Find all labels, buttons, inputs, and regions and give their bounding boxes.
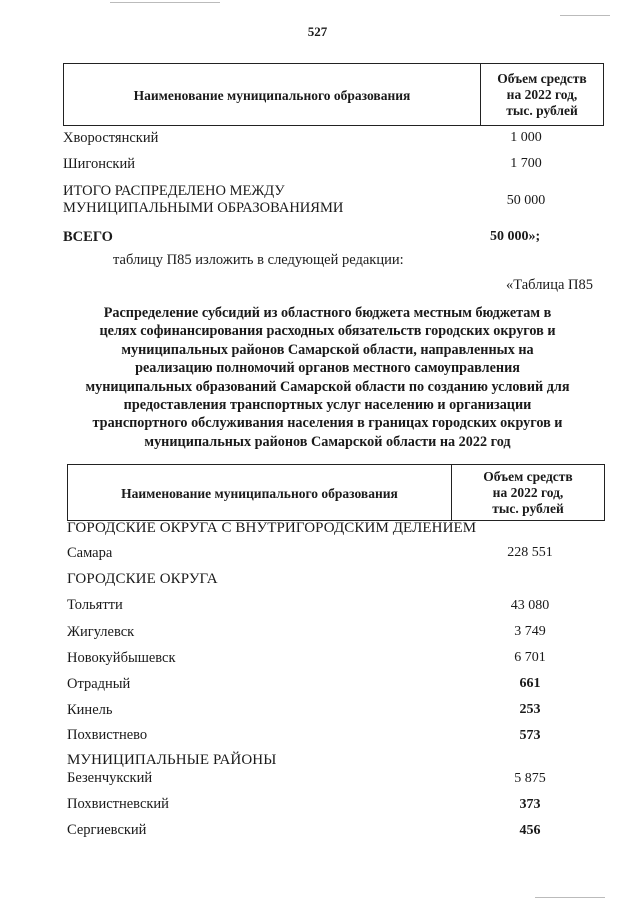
section-title: ГОРОДСКИЕ ОКРУГА С ВНУТРИГОРОДСКИМ ДЕЛЕНИЕМ [67, 520, 477, 536]
table2-row-name: Самара [67, 545, 113, 561]
total-distributed-line: МУНИЦИПАЛЬНЫМИ ОБРАЗОВАНИЯМИ [63, 200, 344, 216]
title-line: муниципальных районов Самарской области на 2022 год [144, 433, 511, 450]
table1-row-name: Хворостянский [63, 130, 159, 146]
table2-row-value: 573 [519, 728, 541, 743]
table2-row-name: Сергиевский [67, 822, 147, 838]
table1-header-volume-line: Объем средств [497, 70, 587, 86]
title-line: предоставления транспортных услуг населению и организации [123, 397, 532, 414]
table1-row-value: 1 700 [510, 156, 542, 171]
table2-row-value: 253 [519, 702, 541, 717]
table2-row-value: 5 875 [514, 771, 546, 786]
table1-row-value: 1 000 [510, 130, 542, 145]
table2-header-volume-line: на 2022 год, [492, 484, 564, 500]
table-caption: «Таблица П85 [506, 277, 593, 293]
title-line: муниципальных образований Самарской области по созданию условий для [85, 378, 570, 395]
total-distributed-label [63, 183, 343, 217]
table2-row-name: Тольятти [67, 597, 123, 613]
total-distributed-value: 50 000 [506, 193, 546, 208]
scan-smudge [110, 2, 220, 3]
total-distributed-line: ИТОГО РАСПРЕДЕЛЕНО МЕЖДУ [63, 183, 285, 199]
table2-row-value: 43 080 [510, 598, 550, 613]
table2-row-value: 373 [519, 797, 541, 812]
scan-smudge [560, 15, 610, 16]
table2-row-name: Жигулевск [67, 624, 135, 640]
table2-row-name: Отрадный [67, 676, 131, 692]
table1-header-volume-line: на 2022 год, [506, 86, 578, 102]
title-line: целях софинансирования расходных обязательств городских округов и [99, 323, 556, 340]
table1-header [63, 63, 604, 126]
table2-row-name: Новокуйбышевск [67, 650, 176, 666]
title-line: транспортного обслуживания населения в границах городских округов и [92, 415, 563, 432]
grand-total-value: 50 000»; [490, 229, 541, 244]
section-title: ГОРОДСКИЕ ОКРУГА [67, 571, 218, 587]
table2-row-name: Кинель [67, 702, 113, 718]
table2-header-volume-line: Объем средств [483, 468, 573, 484]
grand-total-label: ВСЕГО [63, 229, 113, 245]
table1-header-volume-line: тыс. рублей [506, 102, 578, 118]
page-number: 527 [307, 24, 328, 39]
table2-row-value: 228 551 [507, 545, 553, 560]
table2-header [67, 464, 605, 521]
scan-smudge [535, 897, 605, 898]
intro-text: таблицу П85 изложить в следующей редакции: [113, 252, 404, 268]
document-title [60, 304, 595, 451]
table2-row-name: Похвистневский [67, 796, 169, 812]
table2-row-name: Безенчукский [67, 770, 153, 786]
table2-row-value: 456 [519, 823, 541, 838]
title-line: муниципальных районов Самарской области, направленных на [121, 341, 534, 358]
table2-header-name: Наименование муниципального образования [68, 465, 452, 520]
title-line: реализацию полномочий органов местного самоуправления [135, 360, 520, 377]
table2-row-name: Похвистнево [67, 727, 148, 743]
table2-header-volume [452, 465, 604, 520]
table1-header-name: Наименование муниципального образования [64, 64, 481, 125]
table2-row-value: 6 701 [514, 650, 546, 665]
table2-row-value: 3 749 [514, 624, 546, 639]
table2-row-value: 661 [519, 676, 541, 691]
section-title: МУНИЦИПАЛЬНЫЕ РАЙОНЫ [67, 752, 277, 768]
title-line: Распределение субсидий из областного бюджета местным бюджетам в [103, 305, 552, 321]
table2-header-volume-line: тыс. рублей [492, 500, 564, 516]
table1-header-volume [481, 64, 603, 125]
table1-row-name: Шигонский [63, 156, 135, 172]
